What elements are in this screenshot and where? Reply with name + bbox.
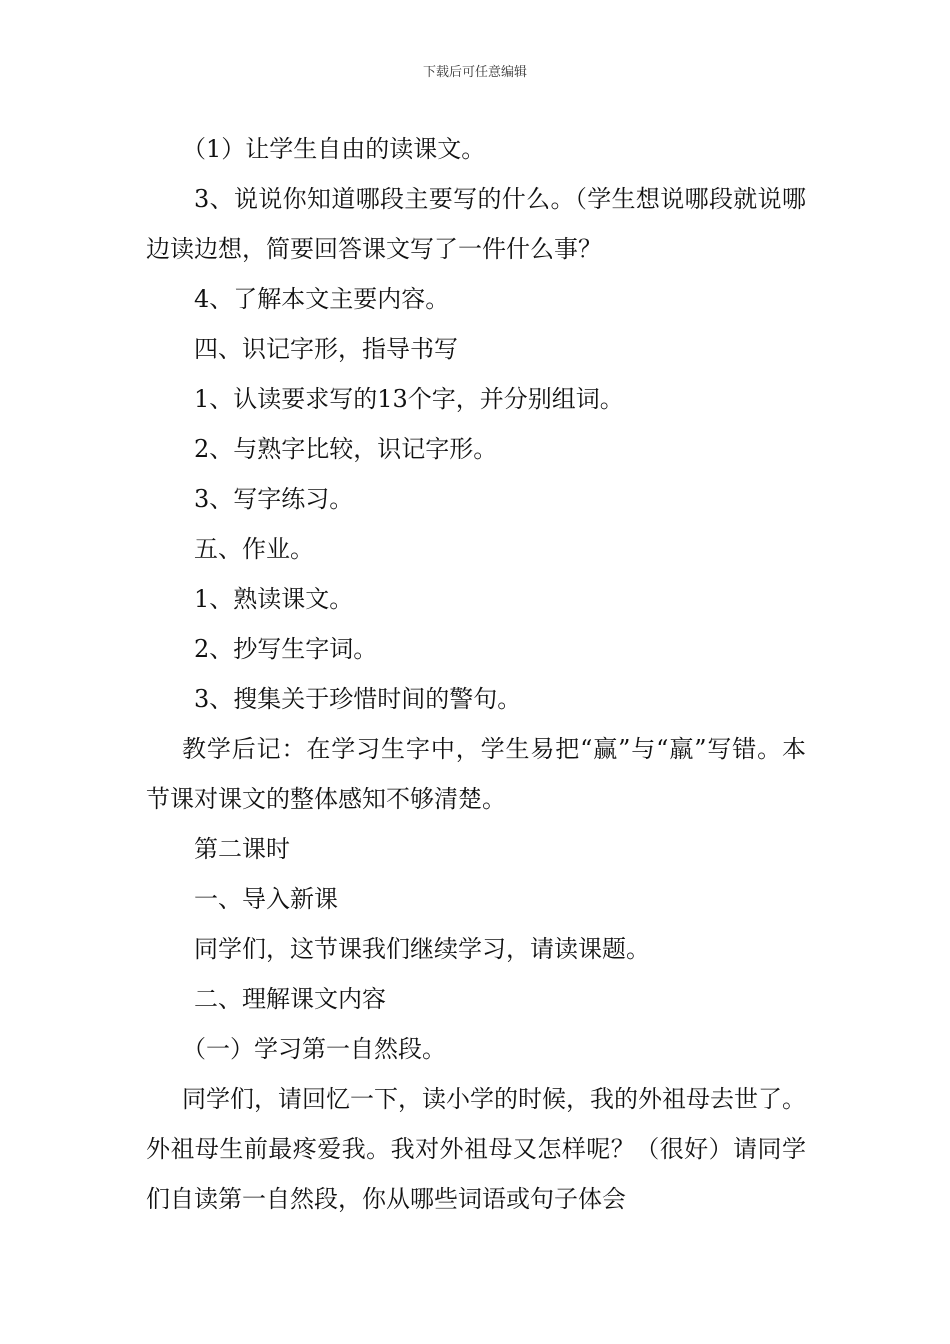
page-header-note: 下载后可任意编辑 [422, 65, 527, 80]
paragraph: 4、了解本文主要内容。 [194, 285, 450, 313]
section-heading: 四、识记字形，指导书写 [194, 335, 458, 363]
paragraph: 3、搜集关于珍惜时间的警句。 [194, 685, 522, 713]
section-heading: 一、导入新课 [194, 885, 338, 913]
paragraph: 2、与熟字比较，识记字形。 [194, 435, 498, 463]
section-heading: 第二课时 [194, 835, 290, 863]
paragraph: （一）学习第一自然段。 [182, 1035, 446, 1063]
paragraph: 3、写字练习。 [194, 485, 354, 513]
paragraph: 3、说说你知道哪段主要写的什么。（学生想说哪段就说哪边读边想，简要回答课文写了一件什么事？ [146, 185, 806, 263]
paragraph: （1）让学生自由的读课文。 [182, 135, 486, 163]
paragraph: 1、认读要求写的13个字，并分别组词。 [194, 385, 624, 413]
section-heading: 二、理解课文内容 [194, 985, 386, 1013]
section-heading: 五、作业。 [194, 535, 314, 563]
paragraph: 同学们，这节课我们继续学习，请读课题。 [194, 935, 650, 963]
paragraph: 2、抄写生字词。 [194, 635, 378, 663]
paragraph: 教学后记：在学习生字中，学生易把“赢”与“羸”写错。本节课对课文的整体感知不够清楚。 [146, 735, 806, 813]
document-body [146, 124, 806, 1224]
paragraph: 1、熟读课文。 [194, 585, 354, 613]
paragraph: 同学们，请回忆一下，读小学的时候，我的外祖母去世了。外祖母生前最疼爱我。我对外祖母又怎样呢？（很好）请同学们自读第一自然段，你从哪些词语或句子体会 [146, 1085, 806, 1213]
